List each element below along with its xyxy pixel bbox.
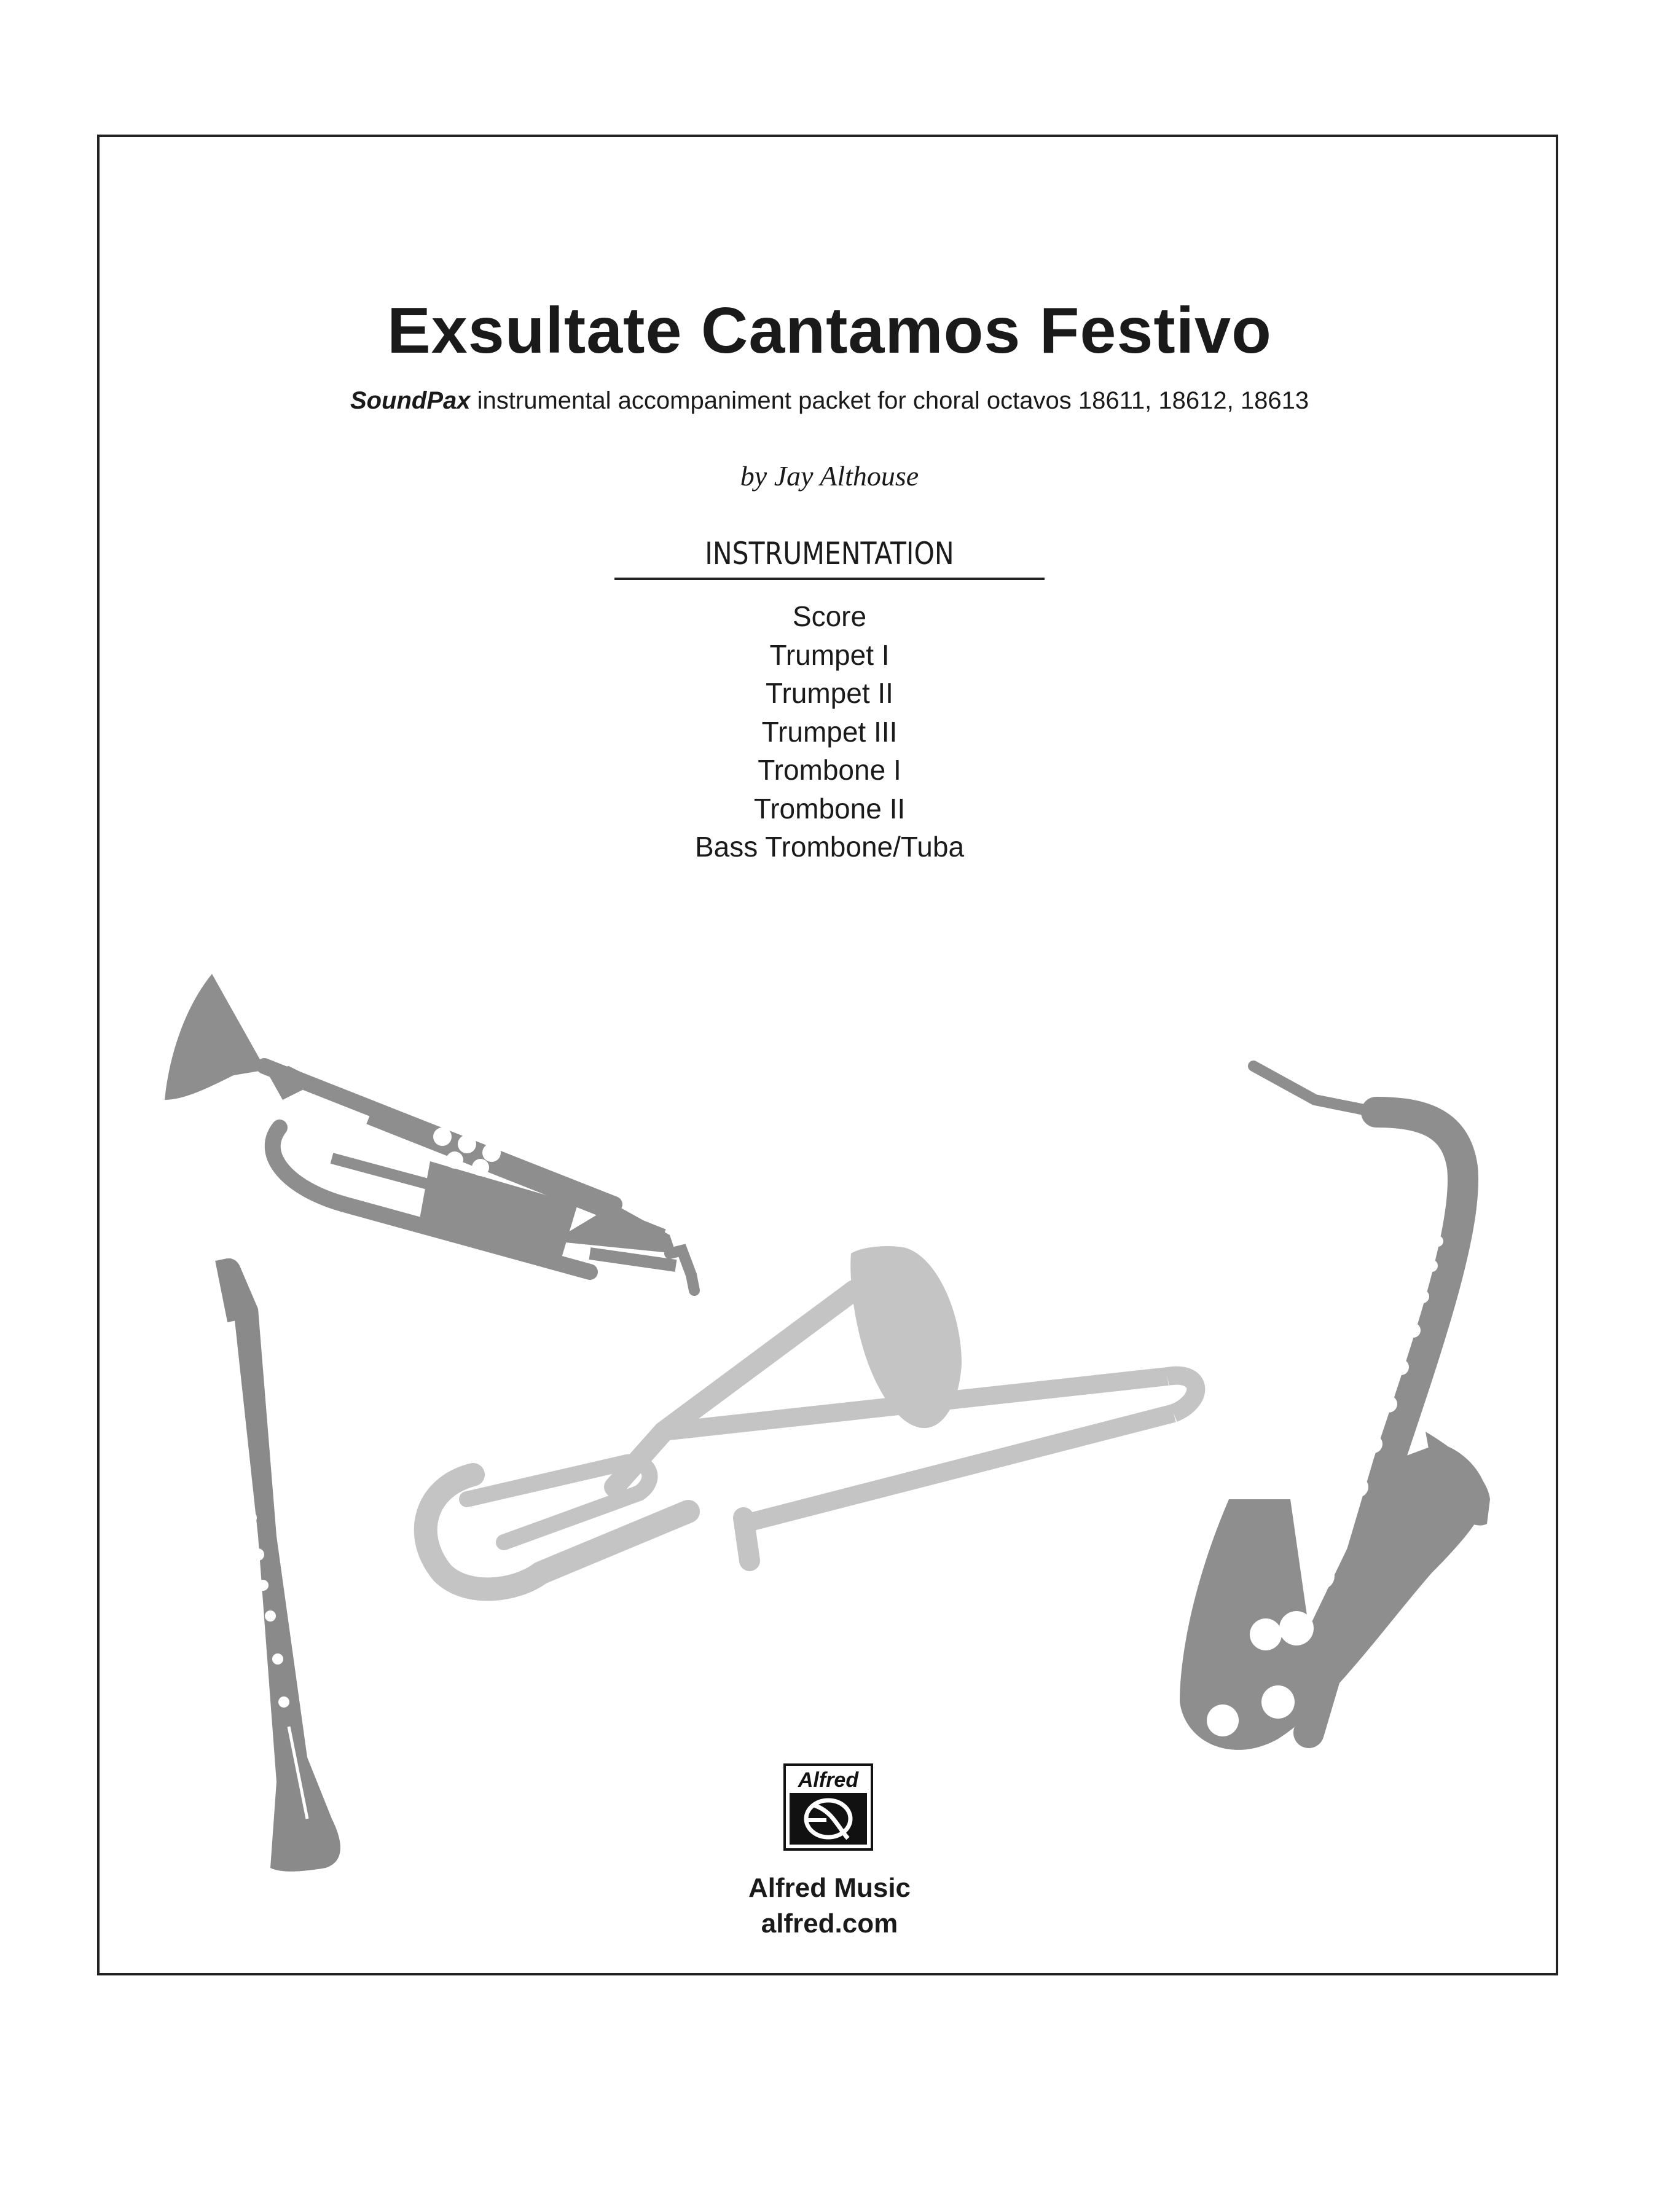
list-item: Trombone I <box>758 754 901 786</box>
subtitle-text: instrumental accompaniment packet for choral octavos 18611, 18612, 18613 <box>470 387 1309 414</box>
list-item: Score <box>792 600 867 632</box>
publisher-website[interactable]: alfred.com <box>761 1908 898 1939</box>
instrumentation-heading: INSTRUMENTATION <box>705 536 954 571</box>
list-item: Trumpet III <box>761 715 898 748</box>
trombone-illustration <box>426 1246 1196 1589</box>
subtitle-brand: SoundPax <box>350 387 471 414</box>
clarinet-illustration <box>221 1258 340 1872</box>
list-item: Trumpet I <box>769 638 890 671</box>
page-title: Exsultate Cantamos Festivo <box>387 294 1272 367</box>
composer-byline: by Jay Althouse <box>740 460 919 492</box>
publisher-name: Alfred Music <box>748 1873 911 1903</box>
list-item: Trombone II <box>753 792 906 825</box>
list-item: Trumpet II <box>766 677 893 709</box>
saxophone-illustration <box>1180 1066 1490 1750</box>
trumpet-illustration <box>165 974 694 1290</box>
list-item: Bass Trombone/Tuba <box>694 831 965 863</box>
publisher-logo <box>783 1763 873 1851</box>
logo-wordmark: Alfred <box>798 1768 859 1792</box>
logo-emblem <box>790 1793 867 1845</box>
